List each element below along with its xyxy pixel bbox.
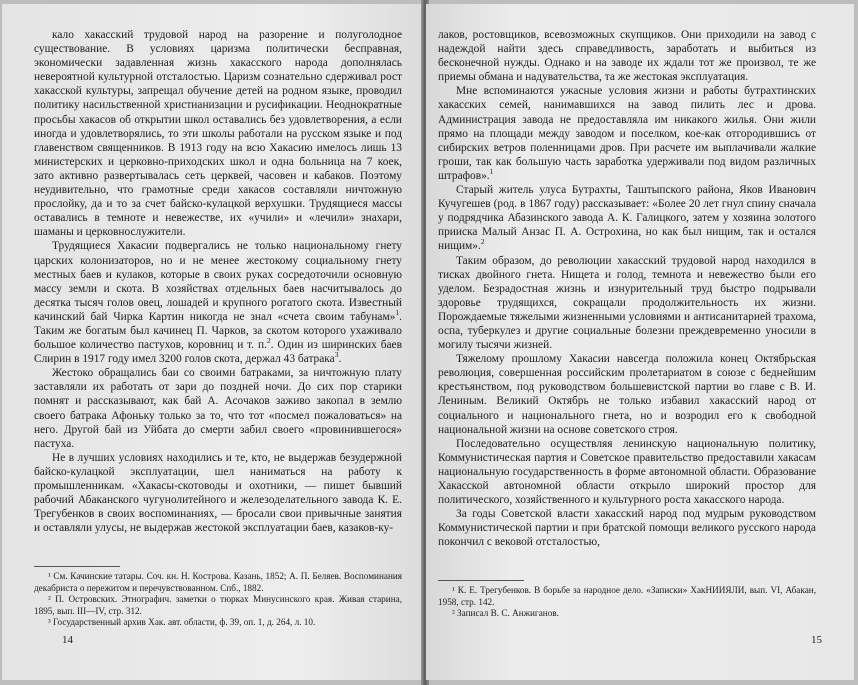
- left-page-footnotes: [34, 571, 402, 629]
- right-page-body: [438, 28, 816, 549]
- footnote-ref: 3: [334, 350, 339, 360]
- footnote-divider: [34, 566, 120, 567]
- footnote: ¹ К. Е. Трегубенков. В борьбе за народное дело. «Записки» ХакНИИЯЛИ, вып. VI, Абакан, 1958, стр. 142.: [438, 585, 816, 607]
- paragraph: За годы Советской власти хакасский народ под мудрым руководством Коммунистической партии и при братской помощи великого русского народа покончил с вековой отсталостью,: [438, 508, 816, 549]
- left-page-body: [34, 28, 402, 535]
- footnote-ref: 1: [489, 167, 494, 177]
- paragraph: Не в лучших условиях находились и те, кто, не выдержав безудержной байско-кулацкой эксплуатации, шел наниматься на работу к промышленникам. «Хакасы-скотоводы и охотники, — пишет бывший рабочий Абаканского чугунолитейного и железоделательного завода К. Е. Трегубенков в своих воспоминаниях, — бросали свои привычные занятия и оставляли улусы, не выдержав жестокой эксплуатации баев, казаков-ку-: [34, 451, 402, 535]
- footnote-ref: 2: [266, 336, 271, 346]
- paragraph: Трудящиеся Хакасии подвергались не только национальному гнету царских колонизаторов, но и не менее жестокому социальному гнету местных баев и кулаков, которые в своих руках сосредоточили основную массу земли и скота. В хозяйствах отдельных баев насчитывалось до десятка тысяч голов овец, лошадей и крупного рогатого скота. Известный качинский бай Чирка Картин никогда не знал «счета своим табунам»$^1$. Таким же богатым был качинец П. Чарков, за скотом которого ухаживало большое количество пастухов, коровниц и т. п.$^2$. Один из ширинских баев Слирин в 1917 году имел 3200 голов скота, держал 43 батрака$^3$.: [34, 240, 402, 366]
- page-number: 14: [62, 634, 73, 646]
- footnote-ref: 1: [395, 308, 400, 318]
- paragraph: лаков, ростовщиков, всевозможных скупщиков. Они приходили на завод с надеждой найти здесь справедливость, заработать и выбиться из бесконечной нужды. Однако и на заводе их ждали тот же произвол, те же приемы обмана и надувательства, та же жестокая эксплуатация.: [438, 29, 816, 84]
- footnote: ² Записал В. С. Анжиганов.: [452, 608, 559, 619]
- right-page-footnotes: [438, 585, 816, 620]
- paragraph: Старый житель улуса Бутрахты, Таштыпского района, Яков Иванович Кучугешев (род. в 1867 году) рассказывает: «Более 20 лет гнул спину сначала у подрядчика Абазинского завода А. К. Галицкого, затем у хозяина золотого прииска Малый Анзас П. А. Острохина, но как был нищим, так и остался нищим».$^2$: [438, 184, 816, 253]
- right-page: [426, 4, 854, 680]
- paragraph: кало хакасский трудовой народ на разорение и полуголодное существование. В условиях царизма политически бесправная, экономически задавленная жизнь хакасского народа дополнялась невероятной культурной отсталостью. Царизм сознательно сдерживал рост хакасской культуры, запрещал обучение детей на родном языке, проводил политику насильственной христианизации и русификации. Неоднократные просьбы хакасов об открытии школ оставались без удовлетворения, а если иногда и удовлетворялись, то эти школы работали на русском языке и под главенством священников. В 1913 году на всю Хакасию имелось лишь 13 министерских и церковно-приходских школ и одна больница на 7 коек, зато активно развертывалась сеть церквей, часовен и кабаков. Поэтому неудивительно, что грамотные среди хакасов составляли ничтожную прослойку, да и то за счет байско-кулацкой верхушки. Трудящиеся массы оставались в темноте и невежестве, их «учили» и «лечили» знахари, шаманы и церковнослужители.: [34, 29, 402, 239]
- left-page: [2, 4, 423, 680]
- paragraph: Мне вспоминаются ужасные условия жизни и работы бутрахтинских хакасских семей, нанимавшихся на завод пилить лес и дрова. Администрация завода не предоставляла им никакого жилья. Они жили прямо на площади между заводом и поселком, кое-как отгородившись от сибирских ветров поленницами дров. При расчете им выплачивали жалкие гроши, так как большую часть заработка удерживали под видом различных штрафов».$^1$: [438, 85, 816, 182]
- paragraph: Последовательно осуществляя ленинскую национальную политику, Коммунистическая партия и Советское правительство предоставили хакасам национальную государственность в форме автономной области. Образование Хакасской автономной области открыло широкий простор для политического, хозяйственного и культурного роста хакасского народа.: [438, 437, 816, 507]
- footnote: ³ Государственный архив Хак. авт. области, ф. 39, оп. 1, д. 264, л. 10.: [48, 617, 316, 628]
- footnote-divider: [438, 580, 524, 581]
- footnote-ref: 2: [480, 237, 485, 247]
- footnote: ² П. Островских. Этнографич. заметки о тюрках Минусинского края. Живая старина, 1895, вып. III—IV, стр. 312.: [34, 594, 402, 616]
- page-number: 15: [811, 634, 822, 646]
- paragraph: Тяжелому прошлому Хакасии навсегда положила конец Октябрьская революция, совершенная российским пролетариатом в союзе с беднейшим крестьянством, под руководством большевистской партии во главе с В. И. Лениным. Великий Октябрь не только избавил хакасский народ от социального и национального гнета, но и возродил его к свободной национальной жизни на основе советского строя.: [438, 353, 816, 436]
- footnote: ¹ См. Качинские татары. Соч. кн. Н. Кострова. Казань, 1852; А. П. Беляев. Воспоминания декабриста о пережитом и перечувствованном. Спб., 1882.: [34, 571, 402, 593]
- paragraph: Таким образом, до революции хакасский трудовой народ находился в тисках двойного гнета. Нищета и голод, темнота и невежество были его уделом. Безрадостная жизнь и изнурительный труд быстро подрывали здоровье трудящихся, сокращали продолжительность их жизни. Порождаемые тяжелыми жизненными условиями и антисанитарией трахома, оспа, туберкулез и другие социальные болезни преждевременно уносили в могилу тысячи жизней.: [438, 254, 816, 352]
- paragraph: Жестоко обращались баи со своими батраками, за ничтожную плату заставляли их работать от зари до поздней ночи. До сих пор старики помнят и рассказывают, как бай А. Асочаков заживо закопал в землю своего батрака Афоньку только за то, что тот «посмел пожаловаться» на него. Другой бай из Уйбата до смерти забил своего «провинившегося» пастуха.: [34, 367, 402, 450]
